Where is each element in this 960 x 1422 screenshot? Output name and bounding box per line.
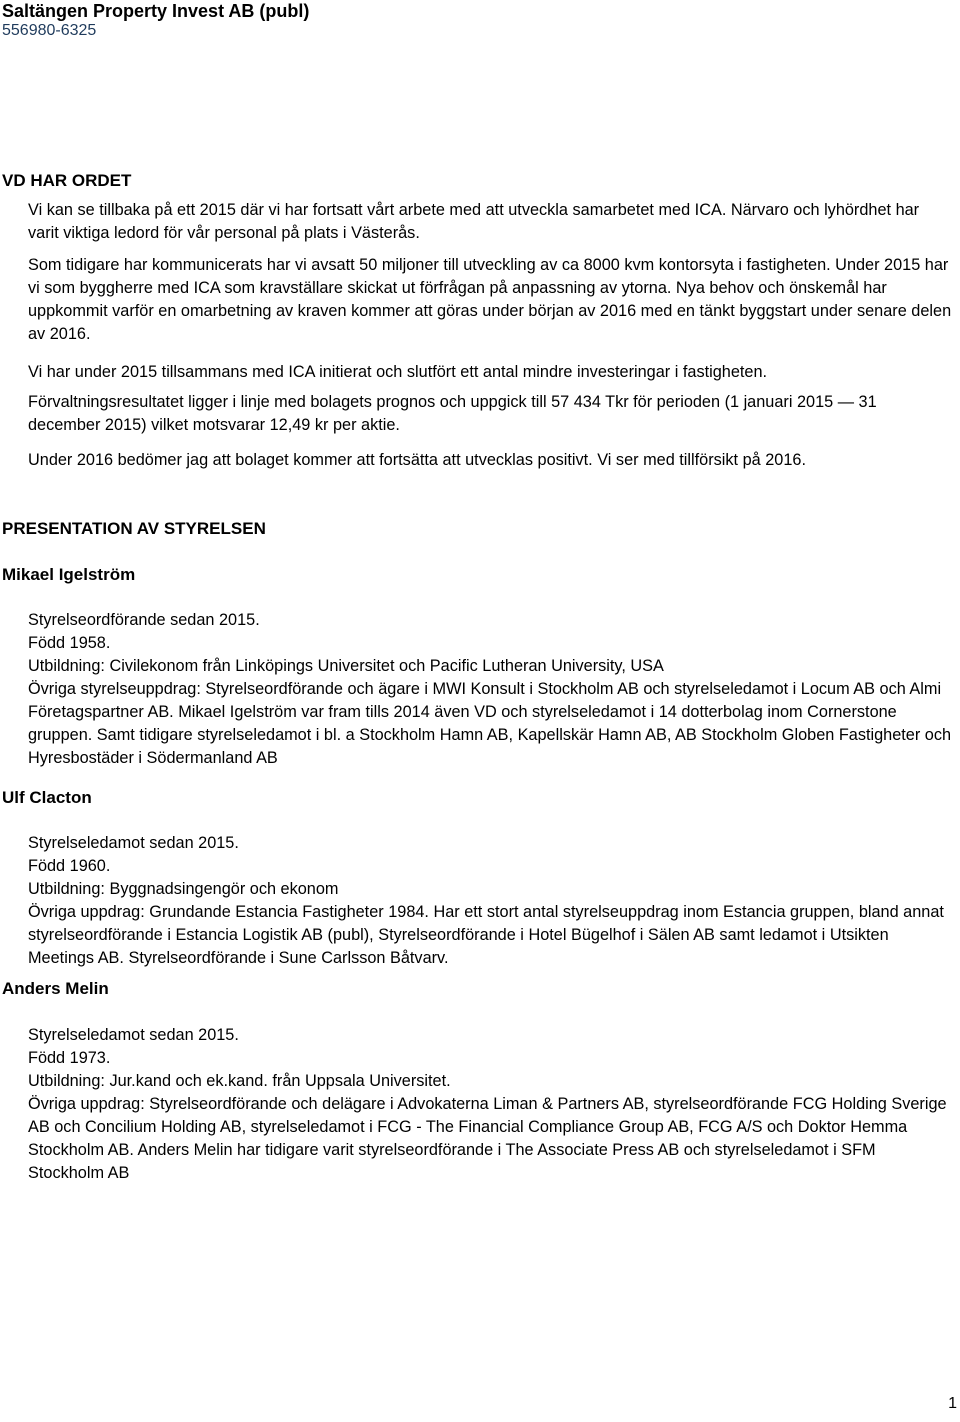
org-number: 556980-6325 [2,22,97,39]
board-member-name: Mikael Igelström [2,565,136,584]
board-member-name: Anders Melin [2,979,109,998]
member-other-assignments: Övriga styrelseuppdrag: Styrelseordförande och ägare i MWI Konsult i Stockholm AB och styrelseledamot i Locum AB och Almi Företagspartner AB. Mikael Igelström var fram tills 2014 även VD och styrelseledamot i 14 dotterbolag inom Cornerstone gruppen. Samt tidigare styrelseledamot i bl. a Stockholm Hamn AB, Kapellskär Hamn AB, AB Stockholm Globen Fastigheter och Hyresbostäder i Södermanland AB [28,680,952,767]
member-born: Född 1973. [28,1049,111,1067]
member-role: Styrelseledamot sedan 2015. [28,834,239,852]
member-education: Utbildning: Byggnadsingengör och ekonom [28,880,339,898]
board-member-details [28,832,953,970]
vd-paragraph-3: Vi har under 2015 tillsammans med ICA initierat och slutfört ett antal mindre investeringar i fastigheten. [28,363,768,381]
page-number: 1 [948,1395,957,1412]
vd-paragraph-1: Vi kan se tillbaka på ett 2015 där vi har fortsatt vårt arbete med att utveckla samarbetet med ICA. Närvaro och lyhördhet har varit viktiga ledord för vår personal på plats i Västerås. [28,201,920,242]
member-born: Född 1958. [28,634,111,652]
vd-paragraph-4: Förvaltningsresultatet ligger i linje med bolagets prognos och uppgick till 57 434 Tkr för perioden (1 januari 2015 — 31 december 2015) vilket motsvarar 12,49 kr per aktie. [28,393,877,434]
board-member-details [28,1024,953,1185]
vd-paragraph-5: Under 2016 bedömer jag att bolaget kommer att fortsätta att utvecklas positivt. Vi ser med tillförsikt på 2016. [28,451,806,469]
company-name: Saltängen Property Invest AB (publ) [2,1,310,21]
vd-heading: VD HAR ORDET [2,171,132,190]
vd-paragraph-2: Som tidigare har kommunicerats har vi avsatt 50 miljoner till utveckling av ca 8000 kvm kontorsyta i fastigheten. Under 2015 har vi som byggherre med ICA som kravställare skickat ut förfrågan på anpassning av ytorna. Nya behov och önskemål har uppkommit varför en omarbetning av kraven kommer att göras under början av 2016 med en tänkt byggstart under senare delen av 2016. [28,256,952,343]
member-education: Utbildning: Jur.kand och ek.kand. från Uppsala Universitet. [28,1072,451,1090]
member-role: Styrelseordförande sedan 2015. [28,611,260,629]
member-other-assignments: Övriga uppdrag: Grundande Estancia Fastigheter 1984. Har ett stort antal styrelseuppdrag inom Estancia gruppen, bland annat styrelseordförande i Estancia Logistik AB (publ), Styrelseordförande i Hotel Bügelhof i Sälen AB samt ledamot i Utsikten Meetings AB. Styrelseordförande i Sune Carlsson Båtvarv. [28,903,944,967]
member-education: Utbildning: Civilekonom från Linköpings Universitet och Pacific Lutheran University, USA [28,657,664,675]
board-member-name: Ulf Clacton [2,788,92,807]
member-other-assignments: Övriga uppdrag: Styrelseordförande och delägare i Advokaterna Liman & Partners AB, styrelseordförande FCG Holding Sverige AB och Concilium Holding AB, styrelseledamot i FCG - The Financial Compliance Group AB, FCG A/S och Doktor Hemma Stockholm AB. Anders Melin har tidigare varit styrelseordförande i The Associate Press AB och styrelseledamot i SFM Stockholm AB [28,1095,947,1182]
board-member-details [28,609,953,770]
member-role: Styrelseledamot sedan 2015. [28,1026,239,1044]
member-born: Född 1960. [28,857,111,875]
board-heading: PRESENTATION AV STYRELSEN [2,519,266,538]
